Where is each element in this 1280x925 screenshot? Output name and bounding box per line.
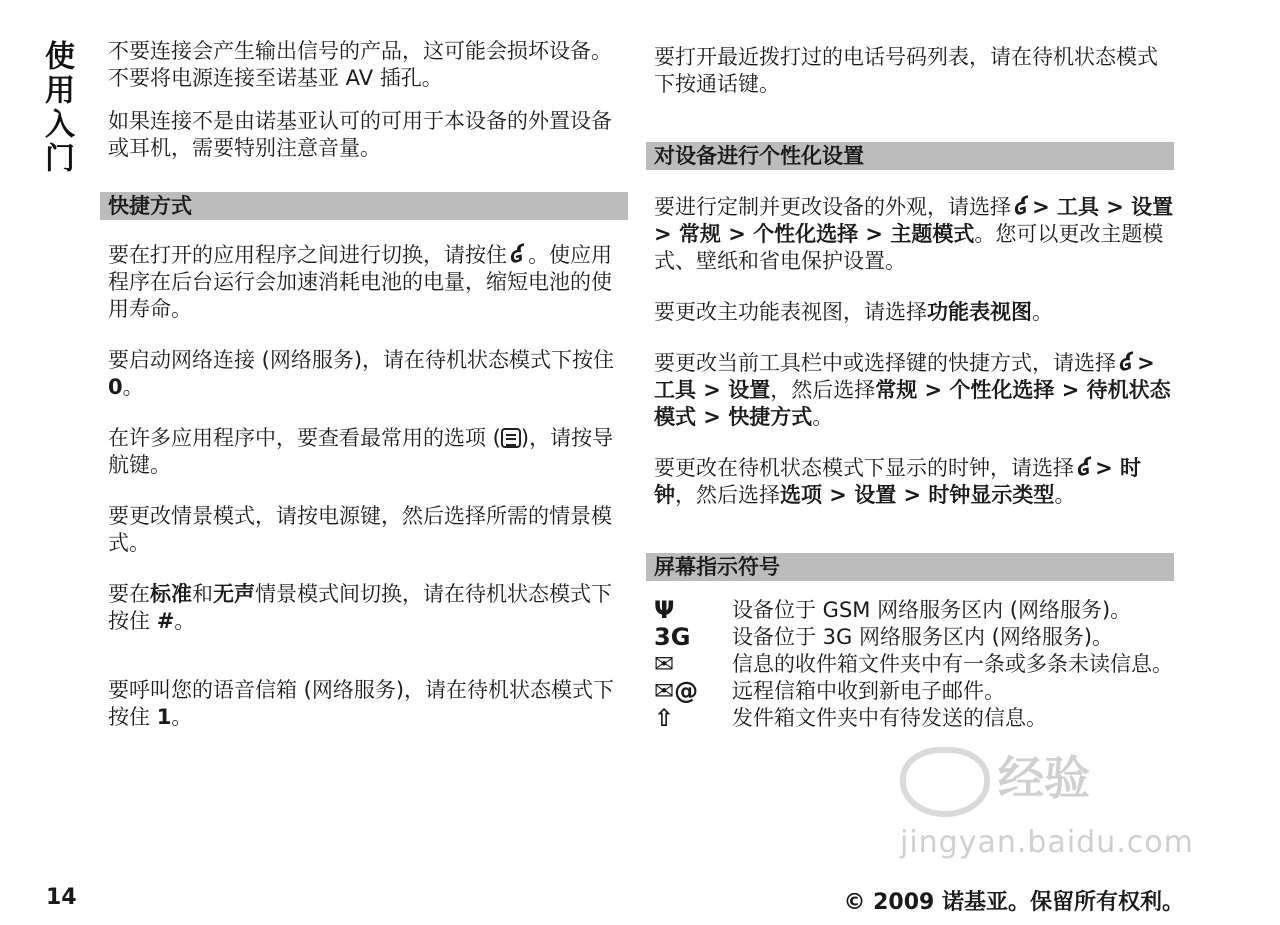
options-paragraph [108, 425, 628, 479]
menu-key-icon: ʛ [1116, 349, 1138, 378]
indicator-text: 发件箱文件夹中有待发送的信息。 [732, 706, 1047, 730]
indicator-row [654, 651, 1174, 678]
indicator-row [654, 678, 1174, 705]
gsm-signal-icon: Ψ [654, 596, 675, 624]
email-icon: ✉@ [654, 677, 699, 705]
side-section-title: 使用入门 [39, 40, 74, 176]
profile-toggle-paragraph [108, 581, 628, 635]
indicator-text: 设备位于 GSM 网络服务区内 (网络服务)。 [732, 598, 1132, 622]
envelope-icon: ✉ [654, 650, 675, 678]
watermark-url: jingyan.baidu.com [900, 824, 1194, 860]
network-connect-paragraph [108, 347, 628, 401]
paw-logo-icon [900, 747, 990, 817]
network-connect-text: 要启动网络连接 (网络服务)，请在待机状态模式下按住 [108, 348, 615, 372]
indicator-row [654, 705, 1174, 732]
copyright: © 2009 诺基亚。保留所有权利。 [843, 890, 1184, 915]
indicator-row [654, 597, 1174, 624]
theme-text: 要进行定制并更改设备的外观，请选择 [654, 195, 1011, 219]
hash-key: # [156, 609, 175, 633]
voicemail-paragraph [108, 677, 628, 731]
outbox-icon: ⇧ [654, 704, 675, 732]
indicators-list [654, 597, 1174, 732]
zero-key: 0 [108, 375, 123, 399]
profile-change-paragraph: 要更改情景模式，请按电源键，然后选择所需的情景模式。 [108, 504, 612, 555]
profile-silent: 无声 [213, 582, 255, 606]
switch-apps-text: 要在打开的应用程序之间进行切换，请按住 [108, 243, 507, 267]
left-column [108, 38, 628, 731]
voicemail-text: 要呼叫您的语音信箱 (网络服务)，请在待机状态模式下按住 [108, 678, 615, 729]
main-menu-text: 要更改主功能表视图，请选择 [654, 300, 927, 324]
period: 。 [1032, 300, 1053, 324]
personalize-heading: 对设备进行个性化设置 [646, 142, 1174, 170]
main-menu-view-paragraph [654, 299, 1174, 326]
options-icon [501, 428, 521, 448]
menu-key-icon: ʛ [1074, 454, 1096, 483]
shortcut-change-paragraph [654, 350, 1174, 431]
theme-path: > 工具 > 设置 > 常规 > 个性化选择 > 主题模式 [654, 195, 1174, 246]
profile-general: 标准 [150, 582, 192, 606]
period: 。 [174, 609, 196, 633]
3g-icon: 3G [654, 623, 691, 651]
shortcut-change-text: 要更改当前工具栏中或选择键的快捷方式，请选择 [654, 351, 1116, 375]
theme-text-2: 。您可以更改主题模式、壁纸和省电保护设置。 [654, 222, 1164, 273]
clock-paragraph [654, 455, 1174, 509]
one-key: 1 [156, 705, 172, 729]
indicator-text: 远程信箱中收到新电子邮件。 [732, 679, 1005, 703]
and-text: 和 [192, 582, 213, 606]
clock-text: 要更改在待机状态模式下显示的时钟，请选择 [654, 456, 1074, 480]
shortcut-path-2: 常规 > 个性化选择 > 待机状态模式 > 快捷方式 [654, 378, 1171, 429]
indicator-text: 信息的收件箱文件夹中有一条或多条未读信息。 [732, 652, 1173, 676]
watermark-text: 经验 [998, 751, 1090, 805]
shortcuts-heading: 快捷方式 [100, 192, 628, 220]
right-column [654, 44, 1174, 732]
connect-warning-paragraph: 不要连接会产生输出信号的产品，这可能会损坏设备。不要将电源连接至诺基亚 AV 插孔。 [108, 39, 612, 90]
indicators-heading: 屏幕指示符号 [646, 553, 1174, 581]
indicator-row [654, 624, 1174, 651]
period: 。 [812, 405, 834, 429]
switch-apps-paragraph [108, 242, 628, 323]
recent-calls-paragraph: 要打开最近拨打过的电话号码列表，请在待机状态模式下按通话键。 [654, 45, 1158, 96]
options-text-2: )，请按导航键。 [108, 426, 614, 477]
clock-path-2: 选项 > 设置 > 时钟显示类型 [780, 483, 1055, 507]
volume-warning-paragraph: 如果连接不是由诺基亚认可的可用于本设备的外置设备或耳机，需要特别注意音量。 [108, 109, 612, 160]
indicator-text: 设备位于 3G 网络服务区内 (网络服务)。 [732, 625, 1114, 649]
period: 。 [122, 375, 144, 399]
switch-apps-text-2: 。使应用程序在后台运行会加速消耗电池的电量，缩短电池的使用寿命。 [108, 243, 613, 321]
page-number: 14 [46, 885, 77, 910]
menu-key-icon: ʛ [507, 241, 529, 270]
menu-view-option: 功能表视图 [927, 300, 1032, 324]
baidu-watermark [900, 742, 1194, 860]
clock-then: ，然后选择 [675, 483, 780, 507]
shortcut-then: ，然后选择 [770, 378, 876, 402]
profile-toggle-text: 要在 [108, 582, 150, 606]
clock-path-1: > 时钟 [654, 456, 1141, 507]
period: 。 [171, 705, 193, 729]
options-text: 在许多应用程序中，要查看最常用的选项 ( [108, 426, 501, 450]
theme-paragraph [654, 194, 1174, 275]
menu-key-icon: ʛ [1011, 193, 1033, 222]
shortcut-path-1: > 工具 > 设置 [654, 351, 1155, 402]
profile-toggle-text-2: 情景模式间切换，请在待机状态模式下按住 [108, 582, 612, 633]
period: 。 [1054, 483, 1076, 507]
